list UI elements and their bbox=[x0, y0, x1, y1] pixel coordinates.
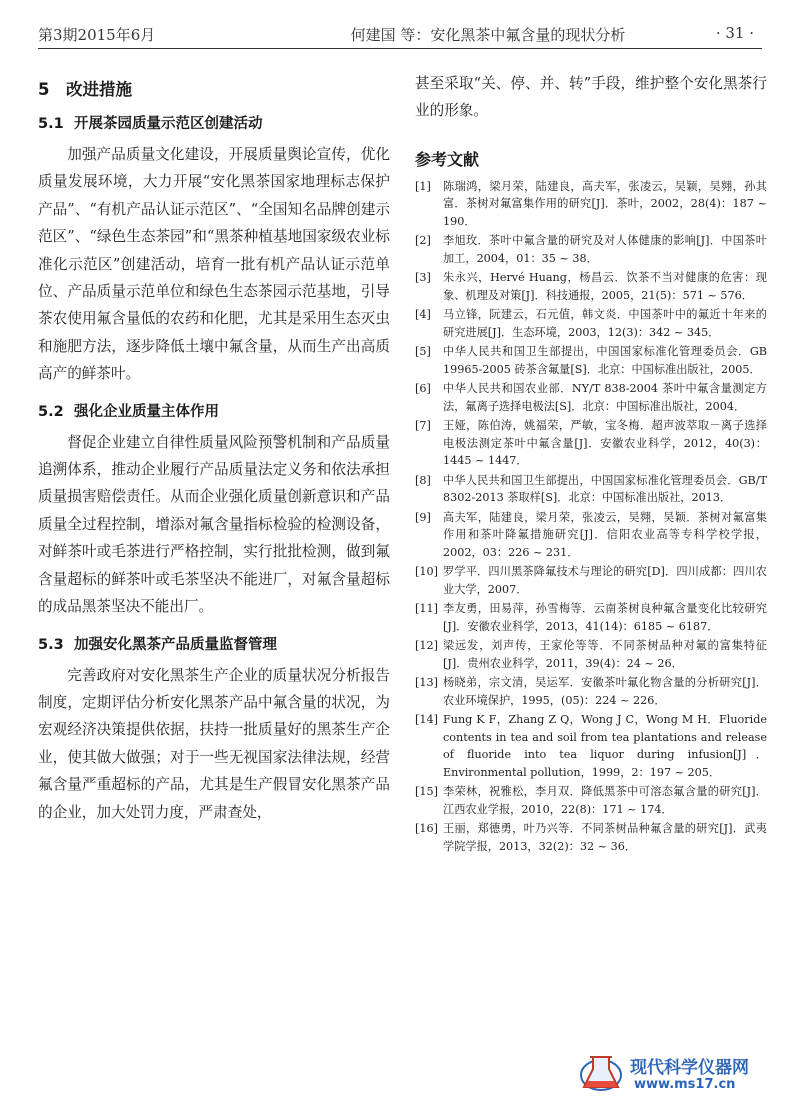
reference-item bbox=[415, 232, 767, 267]
paragraph-5-1: 加强产品质量文化建设，开展质量舆论宣传，优化质量发展环境，大力开展“安化黑茶国家地理标志保护产品”、“有机产品认证示范区”、“全国知名品牌创建示范区”、“绿色生态茶园”和“黑茶种植基地国家级农业标准化示范区”创建活动，培育一批有机产品认证示范单位、产品质量示范单位和绿色生态茶园示范基地，引导茶农使用氟含量低的农药和化肥，尤其是采用生态灭虫和施肥方法，逐步降低土壤中氟含量，从而生产出高质高产的鲜茶叶。 bbox=[38, 146, 390, 383]
page-number: · 31 · bbox=[715, 24, 754, 42]
reference-text: 马立锋，阮建云，石元值，韩文炎．中国茶叶中的氟近十年来的研究进展[J]．生态环境，2003，12(3)：342 ~ 345． bbox=[443, 308, 767, 339]
paragraph-5-2: 督促企业建立自律性质量风险预警机制和产品质量追溯体系，推动企业履行产品质量法定义务和依法承担质量损害赔偿责任。从而企业强化质量创新意识和产品质量全过程控制，增添对氟含量指标检验的检测设备，对鲜茶叶或毛茶进行严格控制，实行批批检测，做到氟含量超标的鲜茶叶或毛茶坚决不能进厂，对氟含量超标的成品黑茶坚决不能出厂。 bbox=[38, 433, 390, 616]
subsection-number: 5.2 bbox=[38, 403, 64, 420]
section-title: 改进措施 bbox=[66, 80, 132, 99]
subsection-heading-5-3 bbox=[38, 633, 390, 654]
reference-text: 中华人民共和国卫生部提出，中国国家标准化管理委员会．GB/T 8302-2013 茶取样[S]．北京：中国标准出版社，2013． bbox=[443, 473, 767, 505]
reference-list bbox=[415, 178, 767, 856]
reference-text: 李友勇，田易萍，孙雪梅等．云南茶树良种氟含量变化比较研究[J]．安徽农业科学，2013，41(14)：6185 ~ 6187． bbox=[443, 602, 767, 633]
reference-item bbox=[415, 637, 767, 672]
watermark-logo-icon bbox=[578, 1051, 624, 1095]
reference-number: [5] bbox=[415, 345, 431, 359]
reference-item bbox=[415, 178, 767, 231]
reference-number: [1] bbox=[415, 179, 431, 193]
reference-item bbox=[415, 600, 767, 635]
reference-text: 杨晓弟，宗文清，吴运军．安徽茶叶氟化物含量的分析研究[J]．农业环境保护，1995，(05)：224 ~ 226． bbox=[443, 676, 767, 707]
running-title: 何建国 等：安化黑茶中氟含量的现状分析 bbox=[350, 26, 626, 44]
watermark-site-name: 现代科学仪器网 bbox=[630, 1058, 749, 1078]
reference-item bbox=[415, 472, 767, 507]
subsection-number: 5.1 bbox=[38, 116, 64, 132]
reference-number: [8] bbox=[415, 473, 431, 487]
reference-number: [15] bbox=[415, 785, 438, 799]
reference-text: 王丽，郑德勇，叶乃兴等．不同茶树品种氟含量的研究[J]．武夷学院学报，2013，32(2)：32 ~ 36． bbox=[443, 822, 767, 853]
left-column bbox=[38, 70, 390, 826]
reference-number: [4] bbox=[415, 308, 431, 322]
reference-item bbox=[415, 509, 767, 562]
reference-text: 高夫军，陆建良，梁月荣，张凌云，吴翙，吴颖．茶树对氟富集作用和茶叶降氟措施研究[J]．信阳农业高等专科学校学报，2002，03：226 ~ 231． bbox=[443, 510, 767, 559]
reference-number: [11] bbox=[415, 602, 438, 616]
section-heading bbox=[38, 76, 390, 100]
reference-item bbox=[415, 269, 767, 304]
reference-item bbox=[415, 417, 767, 470]
reference-item bbox=[415, 563, 767, 598]
references-heading: 参考文献 bbox=[415, 149, 480, 169]
reference-number: [12] bbox=[415, 639, 438, 653]
subsection-title: 强化企业质量主体作用 bbox=[74, 403, 219, 420]
reference-number: [13] bbox=[415, 676, 438, 690]
paragraph-continuation: 甚至采取“关、停、并、转”手段，维护整个安化黑茶行业的形象。 bbox=[415, 75, 767, 120]
reference-item bbox=[415, 820, 767, 855]
subsection-heading-5-2 bbox=[38, 400, 390, 421]
reference-number: [9] bbox=[415, 510, 431, 524]
reference-item bbox=[415, 343, 767, 378]
reference-text: 朱永兴，Hervé Huang，杨昌云．饮茶不当对健康的危害：现象、机理及对策[J]．科技通报，2005，21(5)：571 ~ 576． bbox=[443, 271, 767, 302]
reference-item bbox=[415, 380, 767, 415]
running-header bbox=[38, 18, 762, 49]
reference-text: Fung K F，Zhang Z Q，Wong J C，Wong M H．Fluoride contents in tea and soil from tea plantations and release of fluoride into tea liquor during infusion[J]．Environmental pollution，1999，2：197 ~ 205． bbox=[443, 713, 767, 779]
subsection-title: 加强安化黑茶产品质量监督管理 bbox=[74, 636, 277, 653]
subsection-heading-5-1 bbox=[38, 112, 390, 133]
reference-text: 李旭玫．茶叶中氟含量的研究及对人体健康的影响[J]．中国茶叶加工，2004，01：35 ~ 38． bbox=[443, 234, 767, 265]
reference-text: 王娅，陈伯涛，姚福荣，严敏，宝冬梅．超声波萃取－离子选择电极法测定茶叶中氟含量[J]．安徽农业科学，2012，40(3)：1445 ~ 1447． bbox=[443, 419, 767, 468]
reference-number: [14] bbox=[415, 713, 438, 727]
reference-text: 陈瑞鸿，梁月荣，陆建良，高夫军，张凌云，吴颖，吴翙，孙其富．茶树对氟富集作用的研究[J]．茶叶，2002，28(4)：187 ~ 190． bbox=[443, 179, 767, 228]
reference-text: 中华人民共和国农业部．NY/T 838-2004 茶叶中氟含量测定方法，氟离子选择电极法[S]．北京：中国标准出版社，2004． bbox=[443, 382, 767, 413]
reference-text: 中华人民共和国卫生部提出，中国国家标准化管理委员会．GB 19965-2005 砖茶含氟量[S]．北京：中国标准出版社，2005． bbox=[443, 345, 767, 376]
reference-text: 罗学平．四川黑茶降氟技术与理论的研究[D]．四川成都：四川农业大学，2007． bbox=[443, 565, 767, 596]
reference-number: [7] bbox=[415, 419, 431, 433]
paragraph-5-3: 完善政府对安化黑茶生产企业的质量状况分析报告制度，定期评估分析安化黑茶产品中氟含量的状况，为宏观经济决策提供依据，扶持一批质量好的黑茶生产企业，使其做大做强；对于一些无视国家法律法规，经营氟含量严重超标的产品，尤其是生产假冒安化黑茶产品的企业，加大处罚力度，严肃查处， bbox=[38, 666, 390, 821]
reference-number: [10] bbox=[415, 565, 438, 579]
site-watermark bbox=[578, 1049, 778, 1099]
watermark-url: www.ms17.cn bbox=[634, 1077, 736, 1092]
issue-info: 第3期2015年6月 bbox=[38, 26, 156, 44]
reference-text: 梁远发，刘声传，王家伦等等．不同茶树品种对氟的富集特征[J]．贵州农业科学，2011，39(4)：24 ~ 26． bbox=[443, 639, 767, 670]
reference-item bbox=[415, 306, 767, 341]
reference-item bbox=[415, 783, 767, 818]
right-column bbox=[415, 70, 767, 857]
reference-number: [6] bbox=[415, 382, 431, 396]
reference-number: [2] bbox=[415, 234, 431, 248]
reference-item bbox=[415, 674, 767, 709]
reference-number: [3] bbox=[415, 271, 431, 285]
reference-text: 李荣林，祝雅松，李月双．降低黑茶中可溶态氟含量的研究[J]．江西农业学报，2010，22(8)：171 ~ 174． bbox=[443, 785, 767, 816]
subsection-number: 5.3 bbox=[38, 636, 64, 653]
reference-item bbox=[415, 711, 767, 781]
reference-number: [16] bbox=[415, 822, 438, 836]
subsection-title: 开展茶园质量示范区创建活动 bbox=[74, 116, 263, 132]
section-number: 5 bbox=[38, 80, 50, 99]
